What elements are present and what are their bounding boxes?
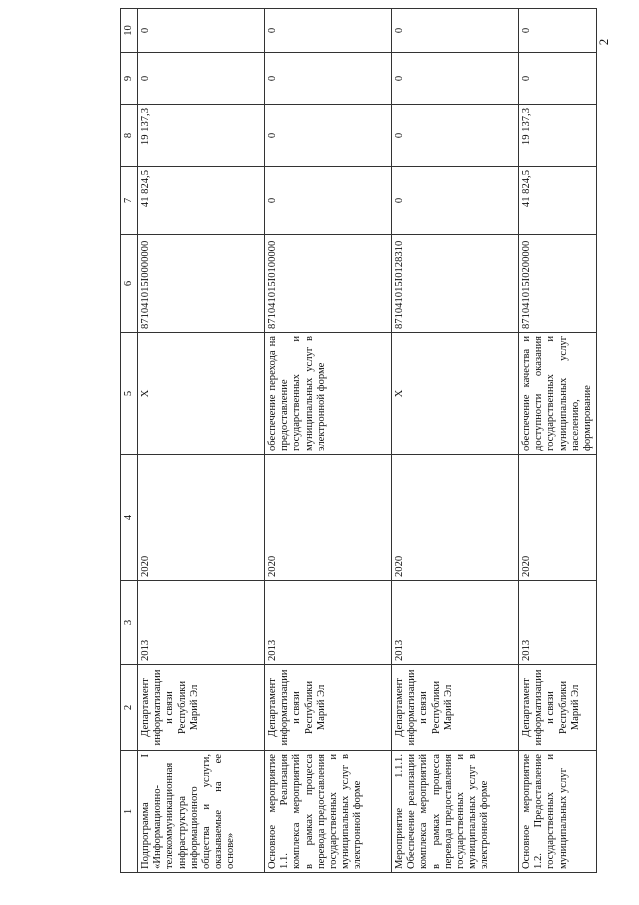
result-cell: обеспечение перехода на предоставление государственных и муниципальных услуг в электронной форме <box>265 333 392 455</box>
program-name-cell: Мероприятие 1.1.1. Обеспечение реализации комплекса мероприятий в рамках процесса перевода предоставления государственных и муниципальных услуг в электронной форме <box>392 751 519 873</box>
executor-cell: Департамент информатизации и связи Республики Марий Эл <box>519 665 597 751</box>
budget-code-cell: 871041015I0200000 <box>519 235 597 333</box>
value-cell-col9: 0 <box>265 53 392 105</box>
page-number: 2 <box>596 38 611 46</box>
column-number-row <box>121 9 138 873</box>
executor-cell: Департамент информатизации и связи Республики Марий Эл <box>138 665 265 751</box>
program-name-cell: Подпрограмма I «Информационно-телекоммуникационная инфраструктура информационного общества и услуги, оказываемые на ее основе» <box>138 751 265 873</box>
end-year-cell: 2020 <box>265 455 392 581</box>
end-year-cell: 2020 <box>138 455 265 581</box>
value-cell-col7: 41 824,5 <box>519 167 597 235</box>
rotated-table-container <box>120 9 594 873</box>
start-year-cell: 2013 <box>265 581 392 665</box>
value-cell-col8: 19 137,3 <box>138 105 265 167</box>
column-header: 10 <box>121 9 138 53</box>
program-table <box>120 8 597 873</box>
value-cell-col10: 0 <box>519 9 597 53</box>
budget-code-cell: 871041015I0100000 <box>265 235 392 333</box>
column-header: 5 <box>121 333 138 455</box>
column-header: 6 <box>121 235 138 333</box>
table-row <box>519 9 597 873</box>
value-cell-col8: 0 <box>392 105 519 167</box>
executor-cell: Департамент информатизации и связи Республики Марий Эл <box>265 665 392 751</box>
start-year-cell: 2013 <box>392 581 519 665</box>
value-cell-col8: 19 137,3 <box>519 105 597 167</box>
value-cell-col10: 0 <box>138 9 265 53</box>
column-header: 8 <box>121 105 138 167</box>
value-cell-col9: 0 <box>519 53 597 105</box>
value-cell-col8: 0 <box>265 105 392 167</box>
budget-code-cell: 871041015I0128310 <box>392 235 519 333</box>
column-header: 1 <box>121 751 138 873</box>
program-name-cell: Основное мероприятие 1.2. Предоставление государственных и муниципальных услуг <box>519 751 597 873</box>
column-header: 4 <box>121 455 138 581</box>
value-cell-col9: 0 <box>392 53 519 105</box>
end-year-cell: 2020 <box>392 455 519 581</box>
result-cell: обеспечение качества и доступности оказания государственных и муниципальных услуг населению, формирование <box>519 333 597 455</box>
table-row <box>138 9 265 873</box>
column-header: 2 <box>121 665 138 751</box>
value-cell-col7: 0 <box>392 167 519 235</box>
end-year-cell: 2020 <box>519 455 597 581</box>
column-header: 9 <box>121 53 138 105</box>
executor-cell: Департамент информатизации и связи Республики Марий Эл <box>392 665 519 751</box>
result-cell: X <box>138 333 265 455</box>
table-row <box>392 9 519 873</box>
value-cell-col9: 0 <box>138 53 265 105</box>
start-year-cell: 2013 <box>519 581 597 665</box>
value-cell-col7: 41 824,5 <box>138 167 265 235</box>
column-header: 3 <box>121 581 138 665</box>
value-cell-col10: 0 <box>265 9 392 53</box>
table-row <box>265 9 392 873</box>
budget-code-cell: 871041015I0000000 <box>138 235 265 333</box>
value-cell-col7: 0 <box>265 167 392 235</box>
program-name-cell: Основное мероприятие 1.1. Реализация комплекса мероприятий в рамках процесса перевода предоставления государственных и муниципальных услуг в электронной форме <box>265 751 392 873</box>
value-cell-col10: 0 <box>392 9 519 53</box>
start-year-cell: 2013 <box>138 581 265 665</box>
column-header: 7 <box>121 167 138 235</box>
result-cell: X <box>392 333 519 455</box>
